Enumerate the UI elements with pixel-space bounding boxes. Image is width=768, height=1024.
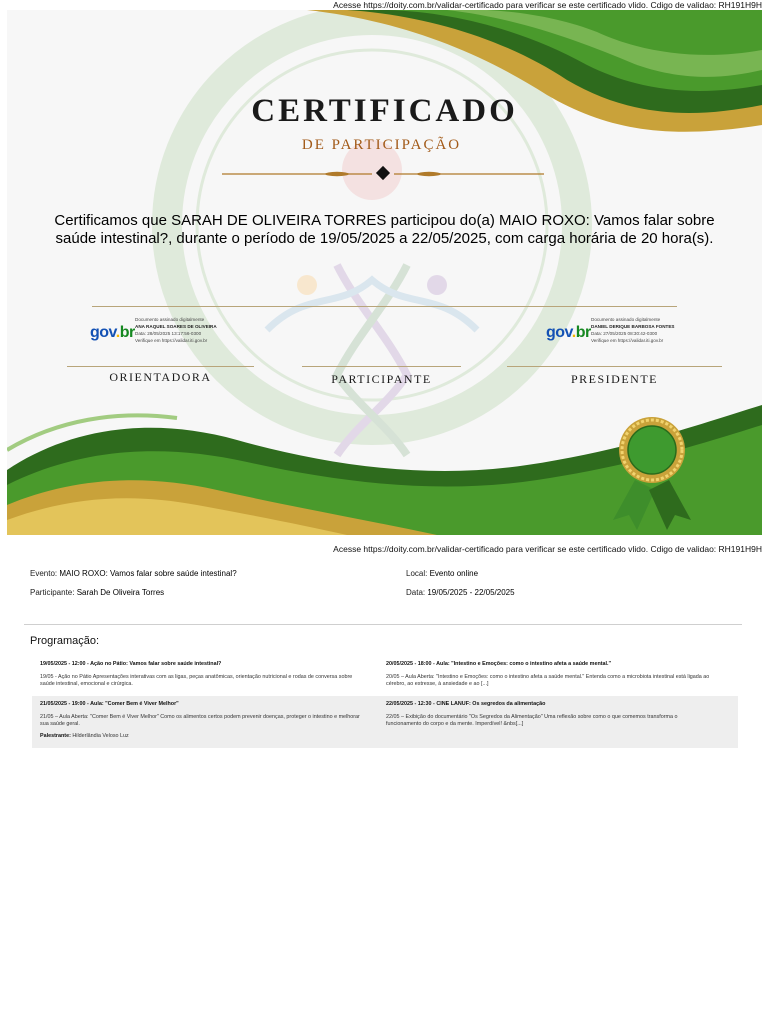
programacao-title: Programação: [30, 635, 100, 647]
programacao-item [32, 656, 372, 688]
programacao-item-header: 20/05/2025 - 18:00 - Aula: "Intestino e Emoções: como o intestino afeta a saúde mental." [386, 661, 612, 667]
participant-field [30, 588, 164, 597]
date-value: 19/05/2025 - 22/05/2025 [427, 588, 515, 597]
certificate [7, 10, 762, 535]
section-divider [24, 624, 742, 625]
programacao-item-description: 20/05 – Aula Aberta: "Intestino e Emoções: como o intestino afeta a saúde mental." Entenda como a microbiota intestinal está ligada ao cérebro, ao estresse, à ansiedade e ao [...] [386, 674, 710, 687]
date-label: Data: [406, 588, 426, 597]
role-line-participante [302, 366, 461, 367]
programacao-row [32, 696, 738, 748]
certificate-statement: Certificamos que SARAH DE OLIVEIRA TORRES participou do(a) MAIO ROXO: Vamos falar sobre saúde intestinal?, durante o período de 19/05/2025 a 22/05/2025, com carga horária de 20 hora(s). [54, 212, 715, 247]
signature-block-orientadora [90, 316, 250, 356]
participant-value: Sarah De Oliveira Torres [76, 588, 165, 597]
programacao-item [378, 656, 718, 688]
programacao-item-description: 19/05 - Ação no Pátio Apresentações interativas com as ligas, peças anatômicas, orientação nutricional e rodas de conversa sobre saúde intestinal, emocional e cirúrgica. [40, 674, 353, 687]
role-line-presidente [507, 366, 722, 367]
certificate-background [7, 10, 762, 535]
validation-notice-top: Acesse https://doity.com.br/validar-certificado para verificar se este certificado vlido. Cdigo de validao: RH191H9H [333, 0, 762, 10]
role-line-orientadora [67, 366, 254, 367]
local-field [406, 569, 478, 578]
role-orientadora: ORIENTADORA [109, 370, 212, 384]
event-field [30, 569, 237, 578]
role-presidente: PRESIDENTE [571, 372, 658, 386]
signature-info: Documento assinado digitalmente DANIEL DERIQUE BARBOSA FONTES Data: 27/05/2025 08:30:42-0300 Verifique em https://validar.iti.gov.br [591, 317, 675, 343]
programacao-item [32, 696, 372, 740]
role-participante: PARTICIPANTE [331, 372, 432, 386]
participant-label: Participante: [30, 588, 75, 597]
signature-top-line [92, 306, 677, 307]
local-label: Local: [406, 569, 428, 578]
certificate-subtitle: DE PARTICIPAÇÃO [301, 137, 462, 153]
date-field [406, 588, 515, 597]
programacao-item-header: 22/05/2025 - 12:30 - CINE LANUF: Os segredos da alimentação [386, 701, 546, 707]
speaker-label: Palestrante: [40, 733, 71, 739]
event-label: Evento: [30, 569, 58, 578]
certificate-title: CERTIFICADO [251, 93, 518, 129]
programacao-row [32, 656, 738, 696]
title-ornament [222, 166, 544, 180]
signature-info: Documento assinado digitalmente ANA RAQUEL SOARES DE OLIVEIRA Data: 28/05/2025 13:17:56-0300 Verifique em https://validar.iti.gov.br [135, 317, 217, 343]
event-value: MAIO ROXO: Vamos falar sobre saúde intestinal? [59, 569, 237, 578]
programacao-item [378, 696, 718, 728]
signature-block-presidente [546, 316, 706, 356]
programacao-item-description: 21/05 – Aula Aberta: "Comer Bem é Viver Melhor" Como os alimentos certos podem prevenir doenças, proteger o intestino e melhorar sua saúde geral. [40, 714, 360, 727]
programacao-item-description: 22/05 – Exibição do documentário "Os Segredos da Alimentação" Uma reflexão sobre como o que comemos transforma o funcionamento do corpo e da mente. Imperdível! &nbs[...] [386, 714, 678, 727]
programacao-item-header: 19/05/2025 - 12:00 - Ação no Pátio: Vamos falar sobre saúde intestinal? [40, 661, 222, 667]
govbr-logo: gov.br [546, 324, 591, 341]
speaker-name: Hilderlândia Veloso Luz [72, 733, 129, 739]
govbr-logo: gov.br [90, 324, 135, 341]
programacao-item-header: 21/05/2025 - 19:00 - Aula: "Comer Bem é Viver Melhor" [40, 701, 179, 707]
validation-notice-bottom: Acesse https://doity.com.br/validar-certificado para verificar se este certificado vlido. Cdigo de validao: RH191H9H [333, 544, 762, 554]
programacao-grid [32, 656, 738, 748]
programacao-item-speaker [40, 733, 364, 740]
local-value: Evento online [429, 569, 479, 578]
